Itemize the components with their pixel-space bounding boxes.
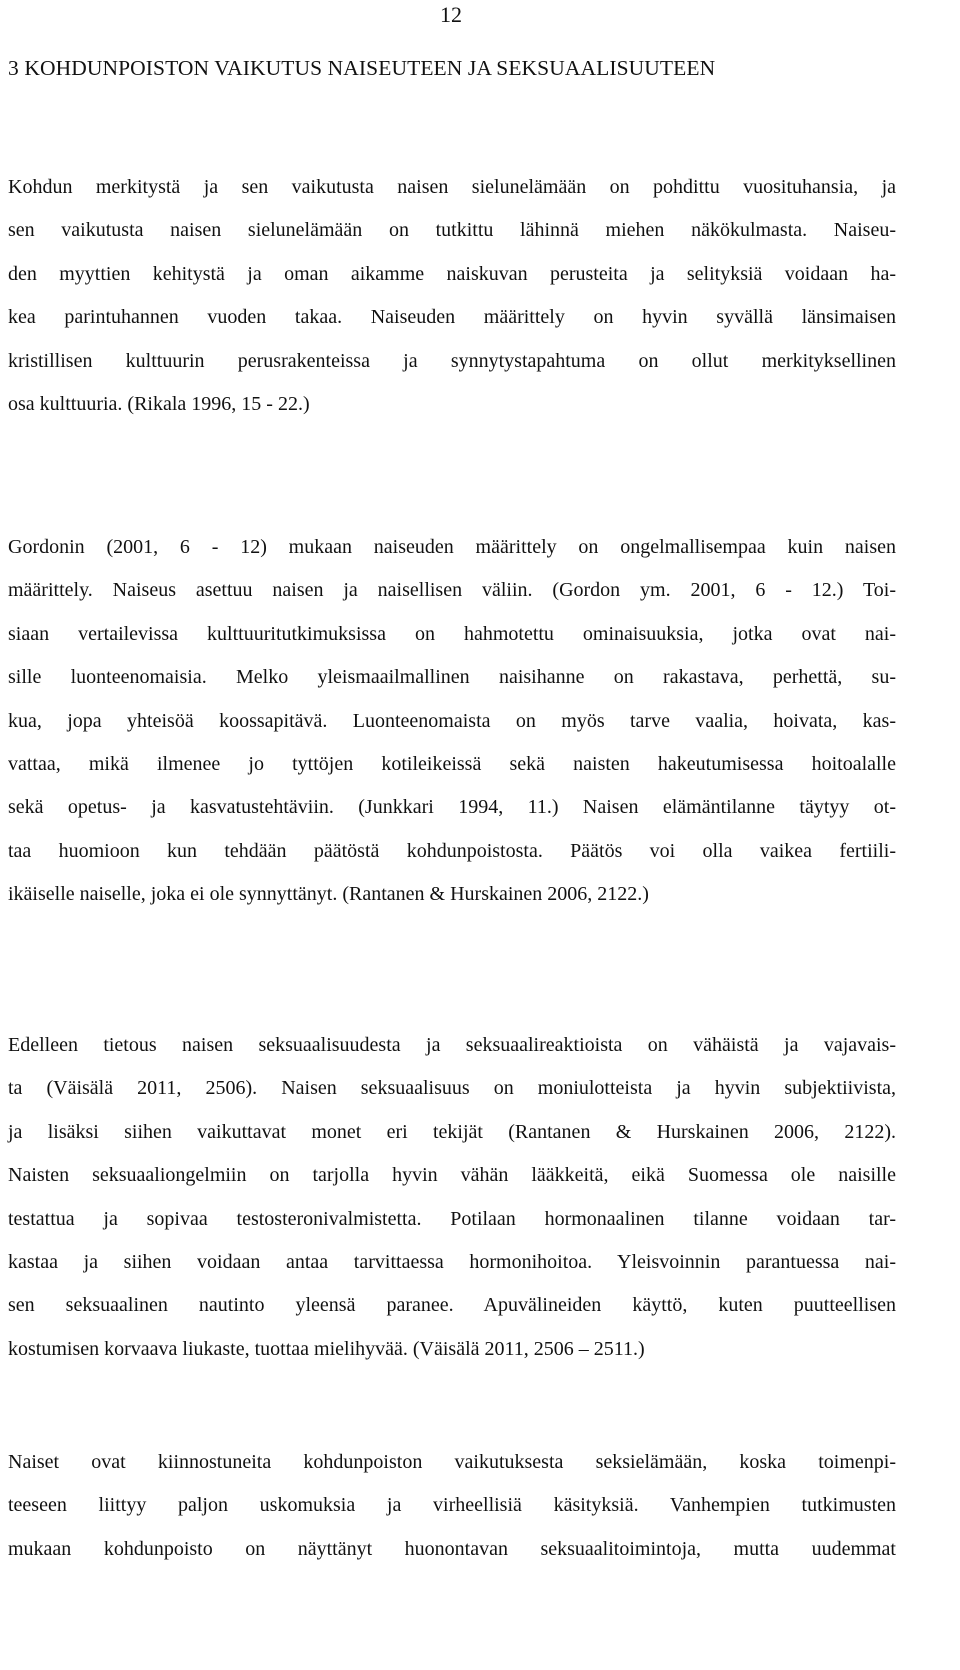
- paragraph-line: kea parintuhannen vuoden takaa. Naiseuden määrittely on hyvin syvällä länsimaisen: [8, 306, 896, 329]
- page-number: 12: [440, 2, 462, 27]
- paragraph-line: sen seksuaalinen nautinto yleensä paranee. Apuvälineiden käyttö, kuten puutteellisen: [8, 1294, 896, 1317]
- paragraph-line: Naisten seksuaaliongelmiin on tarjolla hyvin vähän lääkkeitä, eikä Suomessa ole naisille: [8, 1164, 896, 1187]
- paragraph-line: taa huomioon kun tehdään päätöstä kohdunpoistosta. Päätös voi olla vaikea fertiili-: [8, 839, 896, 862]
- paragraph-line: määrittely. Naiseus asettuu naisen ja naisellisen väliin. (Gordon ym. 2001, 6 - 12.) Toi-: [8, 579, 896, 602]
- paragraph-line: sille luonteenomaisia. Melko yleismaailmallinen naisihanne on rakastava, perhettä, su-: [8, 666, 896, 689]
- paragraph-line: Naiset ovat kiinnostuneita kohdunpoiston vaikutuksesta seksielämään, koska toimenpi-: [8, 1451, 896, 1473]
- paragraph-line: sekä opetus- ja kasvatustehtäviin. (Junkkari 1994, 11.) Naisen elämäntilanne täytyy ot-: [8, 796, 896, 819]
- chapter-heading: 3 KOHDUNPOISTON VAIKUTUS NAISEUTEEN JA SEKSUAALISUUTEEN: [8, 56, 716, 80]
- paragraph-line: vattaa, mikä ilmenee jo tyttöjen kotileikeissä sekä naisten hakeutumisessa hoitoalalle: [8, 753, 896, 776]
- paragraph-line: kua, jopa yhteisöä koossapitävä. Luonteenomaista on myös tarve vaalia, hoivata, kas-: [8, 709, 896, 732]
- paragraph-line: mukaan kohdunpoisto on näyttänyt huonontavan seksuaalitoimintoja, mutta uudemmat: [8, 1537, 896, 1560]
- paragraph-1: [8, 166, 896, 426]
- paragraph-line: kastaa ja siihen voidaan antaa tarvittaessa hormonihoitoa. Yleisvoinnin parantuessa nai-: [8, 1251, 896, 1274]
- paragraph-4: [8, 1441, 896, 1571]
- paragraph-line: kostumisen korvaava liukaste, tuottaa mielihyvää. (Väisälä 2011, 2506 – 2511.): [8, 1337, 645, 1360]
- paragraph-line: sen vaikutusta naisen sielunelämään on tutkittu lähinnä miehen näkökulmasta. Naiseu-: [8, 219, 896, 242]
- paragraph-line: Kohdun merkitystä ja sen vaikutusta naisen sielunelämään on pohdittu vuosituhansia, ja: [8, 176, 896, 198]
- paragraph-line: den myyttien kehitystä ja oman aikamme naiskuvan perusteita ja selityksiä voidaan ha-: [8, 262, 896, 285]
- paragraph-3: [8, 1024, 896, 1371]
- paragraph-line: testattua ja sopivaa testosteronivalmistetta. Potilaan hormonaalinen tilanne voidaan tar-: [8, 1207, 896, 1230]
- paragraph-line: kristillisen kulttuurin perusrakenteissa ja synnytystapahtuma on ollut merkityksellinen: [8, 349, 896, 372]
- paragraph-line: Gordonin (2001, 6 - 12) mukaan naiseuden määrittely on ongelmallisempaa kuin naisen: [8, 536, 896, 558]
- paragraph-line: siaan vertailevissa kulttuuritutkimuksissa on hahmotettu ominaisuuksia, jotka ovat nai-: [8, 622, 896, 645]
- paragraph-line: ikäiselle naiselle, joka ei ole synnyttänyt. (Rantanen & Hurskainen 2006, 2122.): [8, 883, 649, 906]
- paragraph-line: osa kulttuuria. (Rikala 1996, 15 - 22.): [8, 393, 310, 416]
- paragraph-line: ja lisäksi siihen vaikuttavat monet eri tekijät (Rantanen & Hurskainen 2006, 2122).: [8, 1120, 896, 1143]
- paragraph-line: ta (Väisälä 2011, 2506). Naisen seksuaalisuus on moniulotteista ja hyvin subjektiivista,: [8, 1077, 896, 1100]
- paragraph-line: teeseen liittyy paljon uskomuksia ja virheellisiä käsityksiä. Vanhempien tutkimusten: [8, 1494, 896, 1517]
- paragraph-line: Edelleen tietous naisen seksuaalisuudesta ja seksuaalireaktioista on vähäistä ja vajavais-: [8, 1034, 896, 1056]
- paragraph-2: [8, 526, 896, 917]
